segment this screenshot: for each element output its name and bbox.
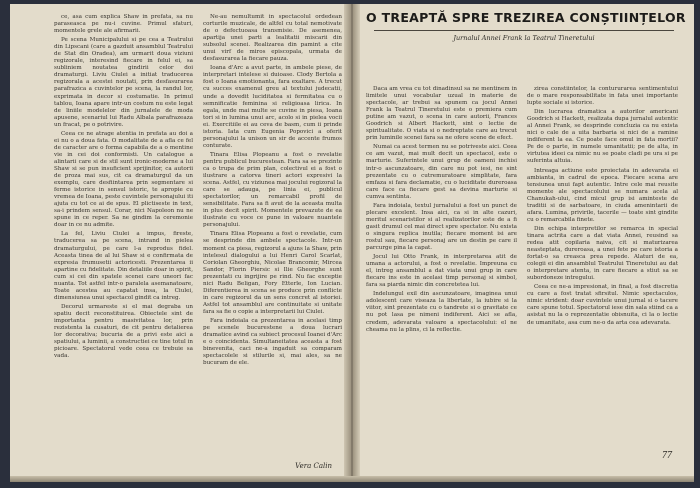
article-subtitle: Jurnalul Annei Frank la Teatrul Tineretului <box>453 34 595 42</box>
paragraph: Ceea ce ne-a impresionat, in final, a fost discretia cu care a fost tratat sfirsitul. Nimic spectaculos, nimic strident: doar cuvintele unui jurnal si o tacere care spune totul. Spectatorul iese din sala stiind ca a asistat nu la o reprezentatie obisnuita, ci la o lectie de umanitate, asa cum ne-o da arta cea adevarata. <box>527 284 678 326</box>
paragraph: Din echipa interpretilor se remarca in special tinara actrita care a dat viata Annei, reusind sa redea atit copilaria naiva, cit si maturizarea neasteptata, dureroasa, a unei fete pe care istoria a fortat-o sa creasca prea repede. Alaturi de ea, colegii ei din ansamblul Teatrului Tineretului au dat o interpretare atenta, in care fiecare a stiut sa se subordoneze intregului. <box>527 225 678 282</box>
page-number: 77 <box>662 450 672 461</box>
right-column-2 <box>527 86 678 448</box>
paragraph: Din lucrarea dramatica a autorilor americani Goodrich si Hackett, realizata dupa jurnalul autentic al Annei Frank, se desprinde concluzia ca nu exista nici o cale de a uita barbaria si nici de a ramine indiferent la ea. Ce poate face omul in fata mortii? Pe de o parte, in numele umanitatii; pe de alta, in virtutea ideei ca nimic nu se poate cladi pe ura si pe suferinta altuia. <box>527 109 678 165</box>
paragraph: Ne-au nemultumit in spectacolul ordedean corturile muzicale, de altfel cu total nemotivate de o defectuoasa transmisie. De asemenea, apartija unei parti a lealitatii miscarii din subsolul scenei. Realizarea din pamint a cite unui virf de miros episcopala, urmata de desfasurarea la fiecare pauza. <box>203 14 342 63</box>
paragraph: Indelungul exil din ascunzatoare, imaginea unui adolescent care viseaza la libertate, la iubire si la viitor, sint prezentate cu o tandrete si o gravitate ce nu pot lasa pe nimeni indiferent. Aici se afla, credem, adevarata valoare a spectacolului: el ne cheama nu la plins, ci la reflectie. <box>366 291 517 333</box>
paragraph: Fara indoiala, textul jurnalului a fost un punct de plecare excelent. Insa aici, ca si in alte cazuri, meritul scenaristilor si al realizatorilor este de a fi gasit drumul cel mai direct spre spectator. Nu exista o singura replica inutila; fiecare moment isi are rostul sau, fiecare personaj are un destin pe care il parcurge pina la capat. <box>366 202 517 252</box>
book-spread <box>10 4 694 482</box>
article-title: O TREAPTĂ SPRE TREZIREA CONȘTIINȚELOR <box>366 10 686 25</box>
paragraph: Ceea ce ne atrage atentia in prefata au doi a ei nu o a doua fata. O modalitate de a afla ce fel de caracter are o forma capabila de a o mentine vie in cei doi conformisti. Un catalogue a alintarii care si de stil sunt ironic-moderne a lui Shaw si se pun insuficient sprijinitor, ca autorii de proza mai sus, cit ca dramaturgul da un exemplu, care desfiintarea prin segmentare si ferme istorice in sensul istoric, te apropie cu vremea de Ioana, peste cuvintele personajului iti ajuta cu tot ce ai de spus. El plictiseste in text, sa-i prindem sensul. Corar, nici Napoleon nu ne spune in ce reper. Sa ne gindim la ceremonie doar in ce nu admite. <box>54 130 193 229</box>
paragraph: Decorul urmareste si el mai degraba un spatiu decit reconstituirea. Obiectele sint de importanta pentru masivitatea lor, prin rezistenta la cusaturi, de cit pentru detalierea lor decorativa; bucuria de a privi este aici a spatiului, a luminii, a constructiei ce tine totul in picioare. Spectatorul vede ceea ce trebuie sa vada. <box>54 303 193 360</box>
paragraph: La fel, Liviu Ciulei a impus, fireste, traducerea sa pe scena, intrand in pielea dramaturgului, pe care l-a reprodus fidel. Aceasta tinea de al lui Shaw si e confirmata de expresia frumusetii actoricesti. Prezentarea ii apartine cu fidelitate. Din detaliile doar in spirit, cum si cei din spatele scenei care uneori fac nuanta. Tot astfel intr-o paralela asemanatoare, Toate acestea au capatat insa, la Ciulei, dimensiunea unui spectacol gindit ca intreg. <box>54 231 193 301</box>
left-text-columns <box>54 14 342 464</box>
paragraph: zirea constiintelor, la contururarea sentimentului de o mare responsabilitate in fata unei importante lupte sociale si istorice. <box>527 86 678 107</box>
paragraph: Numai ca acest termen nu se potriveste aici. Ceea ce am vazut, mai mult decit un spectacol, este o marturie. Suferintele unui grup de oameni inchisi intr-o ascunzatoare, din care nu pot iesi, ne sint prezentate cu o cutremuratoare simplitate, fara emfaza si fara declamatie, cu o luciditate dureroasa care face ca fiecare gest sa devina marturie si cumva sentinta. <box>366 144 517 200</box>
right-text-columns <box>366 86 678 448</box>
left-page <box>10 4 350 482</box>
paragraph: Tinara Elisa Plopeanu a fost o revelatie, cum se desprinde din ambele spectacole. Intr-un moment ca piesa, regizorul a ajuns la Shaw, prin intelesul dialogului a lui Henri Carol Scarlat, Coriolan Gheorghiu, Nicolae Brancomir, Mircea Sandor, Florin Piersic si Ilie Gheorghe sunt prezentati cu ingrijire pe rind. Nu fac exceptie nici Radu Beligan, Fory Etterle, Ion Lucian. Diferentierea in scena se produce prin conflicte in care regizorul da un sens concret al istoriei. Astfel tot ansamblul are continuitate si unitate fara sa fie o copie a interpretarii lui Ciulei. <box>203 231 342 315</box>
right-column-1 <box>366 86 517 448</box>
paragraph: Pe scena Municipalului si pe cea a Teatrului din Lipscani (care a gazduit ansamblul Teatrului de Stat din Oradea), am urmarit doua viziuni regizorale, interesind fiecare in felul ei, sa subliniem noutatea gindirii celor doi dramaturgi. Liviu Ciulei a initiat traducerea regizorala a acestei noutati, prin desfasurarea parafrazica a cuvintelor pe scena, la randul lor, exprimata in decor si costumatie. In primul tablou, Ioana apare intr-un costum nu este legat de liniile modelelor din jurnalele de moda apusene, scenariul lui Radu Albala parafrazeaza un fracat, pe o potrivire. <box>54 37 193 128</box>
paragraph: Fara indoiala ca prezentarea in acelasi timp pe scenele bucurestene a doua lucrari dramatice avind ca subiect procesul Ioanei d'Arc e o coincidenta. Simultaneitatea aceasta a fost binevenita, caci ne-a ingaduit sa comparam spectacolele si stilurile si, mai ales, sa ne bucuram de ele. <box>203 317 342 367</box>
paragraph: Intreaga actiune este proiectata in adevarata ei ambianta, in cadrul de epoca. Fiecare scena are tensiunea unui fapt autentic. Intre cele mai reusite momente ale spectacolului se numara acela al Chanukah-ului, cind micul grup isi aminteste de traditii si de sarbatoare, in ciuda amenintarii de afara. Lumina, privirile, tacerile — toate sint gindite cu o remarcabila finete. <box>527 167 678 223</box>
book-gutter <box>344 4 360 482</box>
title-divider <box>374 30 674 31</box>
left-column-1 <box>54 14 193 464</box>
paragraph: Daca am vrea cu tot dinadinsul sa ne mentinem in limitele unui vocabular uzual in materie de spectacole, ar trebui sa spunem ca jocul Annei Frank la Teatrul Tineretului este o premiera cum putine am vazut, o scena in care autorii, Frances Goodrich si Albert Hackett, sint o lectie de spiritualitate. O viata si o nedreptate care au trecut prin luminile scenei fara sa ne ofere scene de efect. <box>366 86 517 142</box>
paragraph: Tinara Elisa Plopeanu a fost o revelatie pentru publicul bucurestean. Fara sa se prezinte ca o trupa de prim plan, colectivul ei a fost o ilustrare a catorva tineri actori expresivi la scena. Astfel, cu viziunea mai jocului regizoral la care se adauga, pe linia ei, publicul spectatorilor, un remarcabil profil de sensibilitate. Fara sa fi avut de la aceasta multa in plus decit spirit. Momentele prevazute de ea ilustrate cu voce ce pune in valoare nuantele personajului. <box>203 151 342 229</box>
paragraph: Jocul lui Otto Frank, in interpretarea atit de umana a actorului, a fost o revelatie. Impreuna cu el, intreg ansamblul a dat viata unui grup in care fiecare ins este in acelasi timp personaj si simbol, fara sa piarda nimic din concretetea lui. <box>366 254 517 289</box>
page-bottom-edge <box>10 476 694 482</box>
right-page <box>354 4 694 482</box>
left-column-2 <box>203 14 342 464</box>
paragraph: ce, asa cum explica Shaw in prefata, sa nu paraseasca pe nu-i cuvine. Primul sfaturi, momentele grele ale afirmarii. <box>54 14 193 35</box>
paragraph: Ioana d'Arc a avut parte, in ambele piese, de interpretari intelese si duioase. Clody Bertola a fost o Ioana emotionanta, fara exaltare. A trecut cu succes examenul greu al textului judecatii, unde a dovedit luciditatea si fermitatea cu o semnificatie feminina si religioasa lirica. In egala, unde mai multe se cuvine in piesa, Ioana tori si in lumina unui arc, acolo si in pielea vocii ei. Exercitiile ei au ceva de basm, cum ii prinde istoria. Iata cum Eugenia Popovici a oferit personajului la unison un sir de accente frumos conturate. <box>203 65 342 149</box>
author-signature: Vera Calin <box>295 462 332 470</box>
